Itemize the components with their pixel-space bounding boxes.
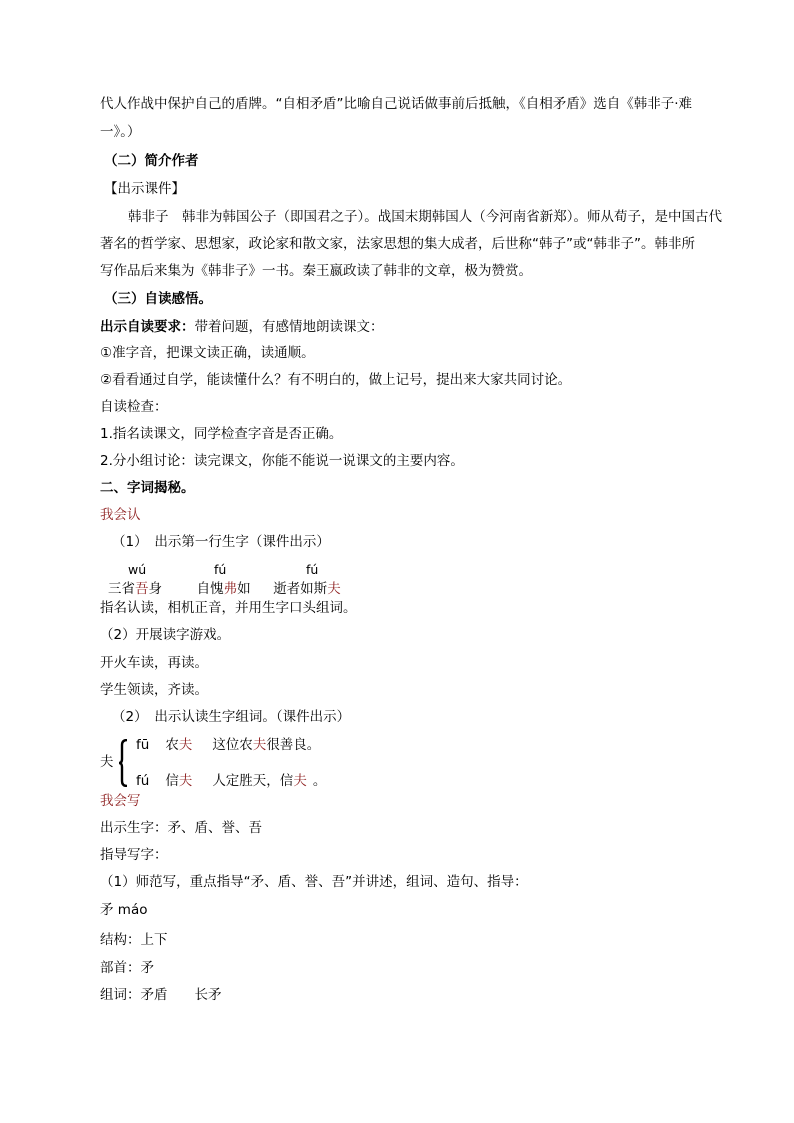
polyphone-row-1 <box>136 736 320 754</box>
pinyin-fu-2: fú <box>306 562 319 577</box>
check-item-1: 1.指名读课文，同学检查字音是否正确。 <box>100 426 343 442</box>
requirement-item-1: ①准字音，把课文读正确，读通顺。 <box>100 345 315 361</box>
self-check-label: 自读检查： <box>100 399 168 415</box>
section-heading-author: （二）简介作者 <box>104 153 199 169</box>
reading-requirement <box>100 318 384 336</box>
author-line-1: 韩非子 韩非为韩国公子（即国君之子）。战国末期韩国人（今河南省新郑）。师从荀子，是中国古代 <box>128 209 722 225</box>
phrase-1-part: 三省 <box>108 581 135 597</box>
pinyin-wu: wú <box>128 562 147 577</box>
train-reading: 开火车读，再读。 <box>100 655 208 671</box>
phrase-3-key-char: 夫 <box>327 581 341 597</box>
step2-label: （2） 出示认读生字组词。（课件出示） <box>112 709 351 725</box>
row1-sentence-key: 夫 <box>252 737 267 753</box>
phrase-3 <box>273 581 341 597</box>
requirement-label: 出示自读要求： <box>100 319 195 335</box>
row1-pinyin: fū <box>136 737 150 753</box>
row2-word-key: 夫 <box>178 773 193 789</box>
char-mao: 矛 máo <box>100 902 148 918</box>
char-words: 组词：矛盾 长矛 <box>100 987 222 1003</box>
char-radical: 部首：矛 <box>100 960 154 976</box>
row1-word-key: 夫 <box>178 737 193 753</box>
requirement-text: 带着问题，有感情地朗读课文： <box>194 319 384 335</box>
phrase-2 <box>197 581 251 597</box>
section-heading-self-reading: （三）自读感悟。 <box>104 291 212 307</box>
row2-sentence-key: 夫 <box>293 773 307 789</box>
polyphone-char: 夫 <box>100 754 114 770</box>
row1-word-part: 农 <box>165 737 179 753</box>
brace-icon <box>118 739 128 787</box>
requirement-item-2: ②看看通过自学，能读懂什么？有不明白的，做上记号，提出来大家共同讨论。 <box>100 372 572 388</box>
reading-game: （2）开展读字游戏。 <box>100 627 231 643</box>
author-line-2: 著名的哲学家、思想家，政论家和散文家，法家思想的集大成者，后世称“韩子”或“韩非子”。韩非所 <box>100 236 695 252</box>
intro-line-1: 代人作战中保护自己的盾牌。“自相矛盾”比喻自己说话做事前后抵触，《自相矛盾》选自《韩非子·难 <box>100 96 693 112</box>
lead-reading: 学生领读，齐读。 <box>100 682 208 698</box>
phrase-1-end: 身 <box>148 581 162 597</box>
writing-guide: 指导写字： <box>100 847 168 863</box>
polyphone-row-2 <box>136 772 326 790</box>
char-structure: 结构：上下 <box>100 932 168 948</box>
part-heading-vocabulary: 二、字词揭秘。 <box>100 480 195 496</box>
row2-pinyin: fú <box>136 773 150 789</box>
phrase-2-part: 自愧 <box>196 581 224 597</box>
step1-label: （1） 出示第一行生字（课件出示） <box>112 534 330 550</box>
row1-sentence-end: 很善良。 <box>266 737 321 753</box>
row1-sentence-part: 这位农 <box>212 737 253 753</box>
phrase-1-key-char: 吾 <box>135 581 149 597</box>
row2-word-part: 信 <box>165 773 179 789</box>
row2-sentence-part: 人定胜天，信 <box>212 773 294 789</box>
phrase-row <box>108 580 341 598</box>
phrase-3-part: 逝者如斯 <box>273 581 328 597</box>
pinyin-fu-1: fú <box>214 562 227 577</box>
step1-after: 指名认读，相机正音，并用生字口头组词。 <box>100 600 357 616</box>
check-item-2: 2.分小组讨论：读完课文，你能不能说一说课文的主要内容。 <box>100 453 464 469</box>
author-line-3: 写作品后来集为《韩非子》一书。秦王嬴政读了韩非的文章，极为赞赏。 <box>100 263 532 279</box>
phrase-2-end: 如 <box>237 581 251 597</box>
phrase-2-key-char: 弗 <box>223 581 238 597</box>
row2-sentence-end: 。 <box>312 773 327 789</box>
subheading-recognize: 我会认 <box>100 507 141 523</box>
demo-writing: （1）师范写，重点指导“矛、盾、誉、吾”并讲述，组词、造句、指导： <box>100 874 528 890</box>
show-characters: 出示生字：矛、盾、誉、吾 <box>100 820 262 836</box>
intro-line-2: 一》。） <box>100 124 141 140</box>
subheading-write: 我会写 <box>100 793 141 809</box>
phrase-1 <box>108 581 162 597</box>
courseware-note: 【出示课件】 <box>104 181 185 197</box>
